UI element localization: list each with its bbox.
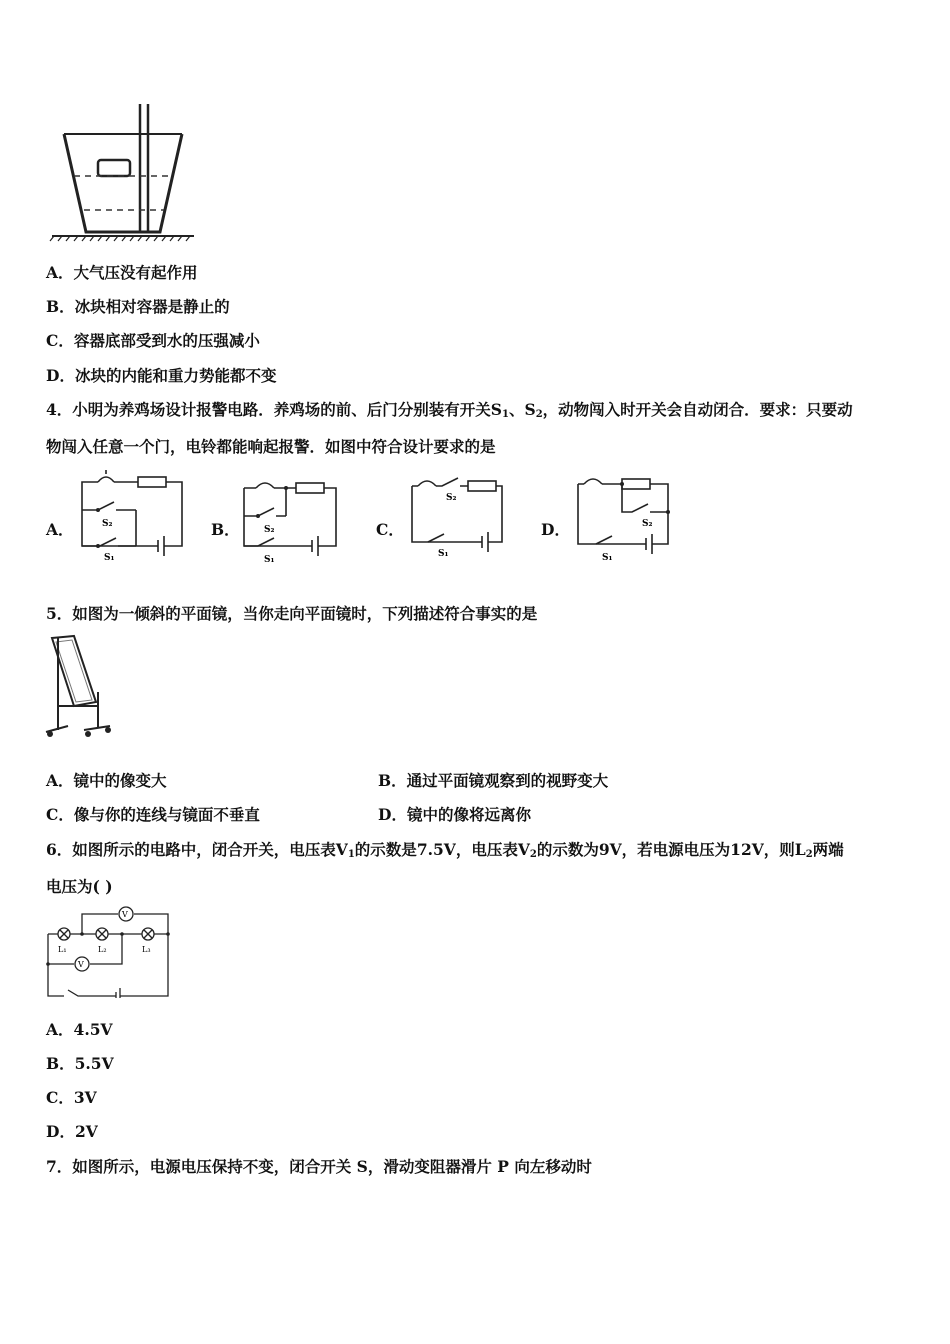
switch-s2-label: S₂ [446,493,457,503]
q5-option-d: D．镜中的像将远离你 [378,805,531,824]
switch-s2-label: S₂ [642,519,653,529]
q3-option-d: D．冰块的内能和重力势能都不变 [46,366,277,385]
switch-s1-label: S₁ [602,553,613,563]
q4-stem-line2: 物闯入任意一个门，电铃都能响起报警．如图中符合设计要求的是 [46,437,496,456]
q6-circuit-figure [44,904,174,998]
switch-s2-label: S₂ [102,519,113,529]
switch-s1-label: S₁ [104,553,115,562]
q4-option-d-label: D． [541,520,570,539]
q5-option-b: B．通过平面镜观察到的视野变大 [378,771,609,790]
switch-s1-label: S₁ [438,549,449,559]
q4-option-b-label: B． [211,520,240,539]
q5-stem: 5．如图为一倾斜的平面镜，当你走向平面镜时，下列描述符合事实的是 [46,604,538,623]
q4-circuit-a [78,466,188,562]
q6-option-a: A．4.5V [46,1020,113,1039]
lamp-l2-label: L₂ [98,945,107,954]
q4-circuit-b [240,470,340,566]
q4-option-a-label: A． [46,520,74,539]
q5-option-a: A．镜中的像变大 [46,771,167,790]
switch-s2-label: S₂ [264,525,275,535]
q4-circuit-c [406,470,506,560]
lamp-l3-label: L₃ [142,945,151,954]
q6-option-b: B．5.5V [46,1054,114,1073]
container-ice-figure [48,100,198,242]
q5-option-c: C．像与你的连线与镜面不垂直 [46,805,260,824]
q4-circuit-d [572,468,676,564]
tilted-mirror-figure [44,632,116,744]
q6-option-c: C．3V [46,1088,97,1107]
q7-stem: 7．如图所示，电源电压保持不变，闭合开关 S，滑动变阻器滑片 P 向左移动时 [46,1157,592,1176]
q6-stem-line1: 6．如图所示的电路中，闭合开关，电压表$V_1$的示数是7.5V，电压表$V_2$的示数为9V，若电源电压为12V，则$L_2$两端 [46,840,844,860]
switch-s1-label: S₁ [264,555,275,565]
voltmeter-v2-label: V [122,910,128,919]
q6-option-d: D．2V [46,1122,98,1141]
voltmeter-v1-label: V [78,960,84,969]
q3-option-b: B．冰块相对容器是静止的 [46,297,230,316]
q4-stem-line1: 4．小明为养鸡场设计报警电路．养鸡场的前、后门分别装有开关$S_1$、$S_2$，动物闯入时开关会自动闭合．要求：只要动 [46,400,853,420]
q4-option-c-label: C． [376,520,404,539]
q3-option-c: C．容器底部受到水的压强减小 [46,331,260,350]
q6-stem-line2: 电压为( ) [46,877,113,896]
q3-option-a: A．大气压没有起作用 [46,263,198,282]
lamp-l1-label: L₁ [58,945,67,954]
